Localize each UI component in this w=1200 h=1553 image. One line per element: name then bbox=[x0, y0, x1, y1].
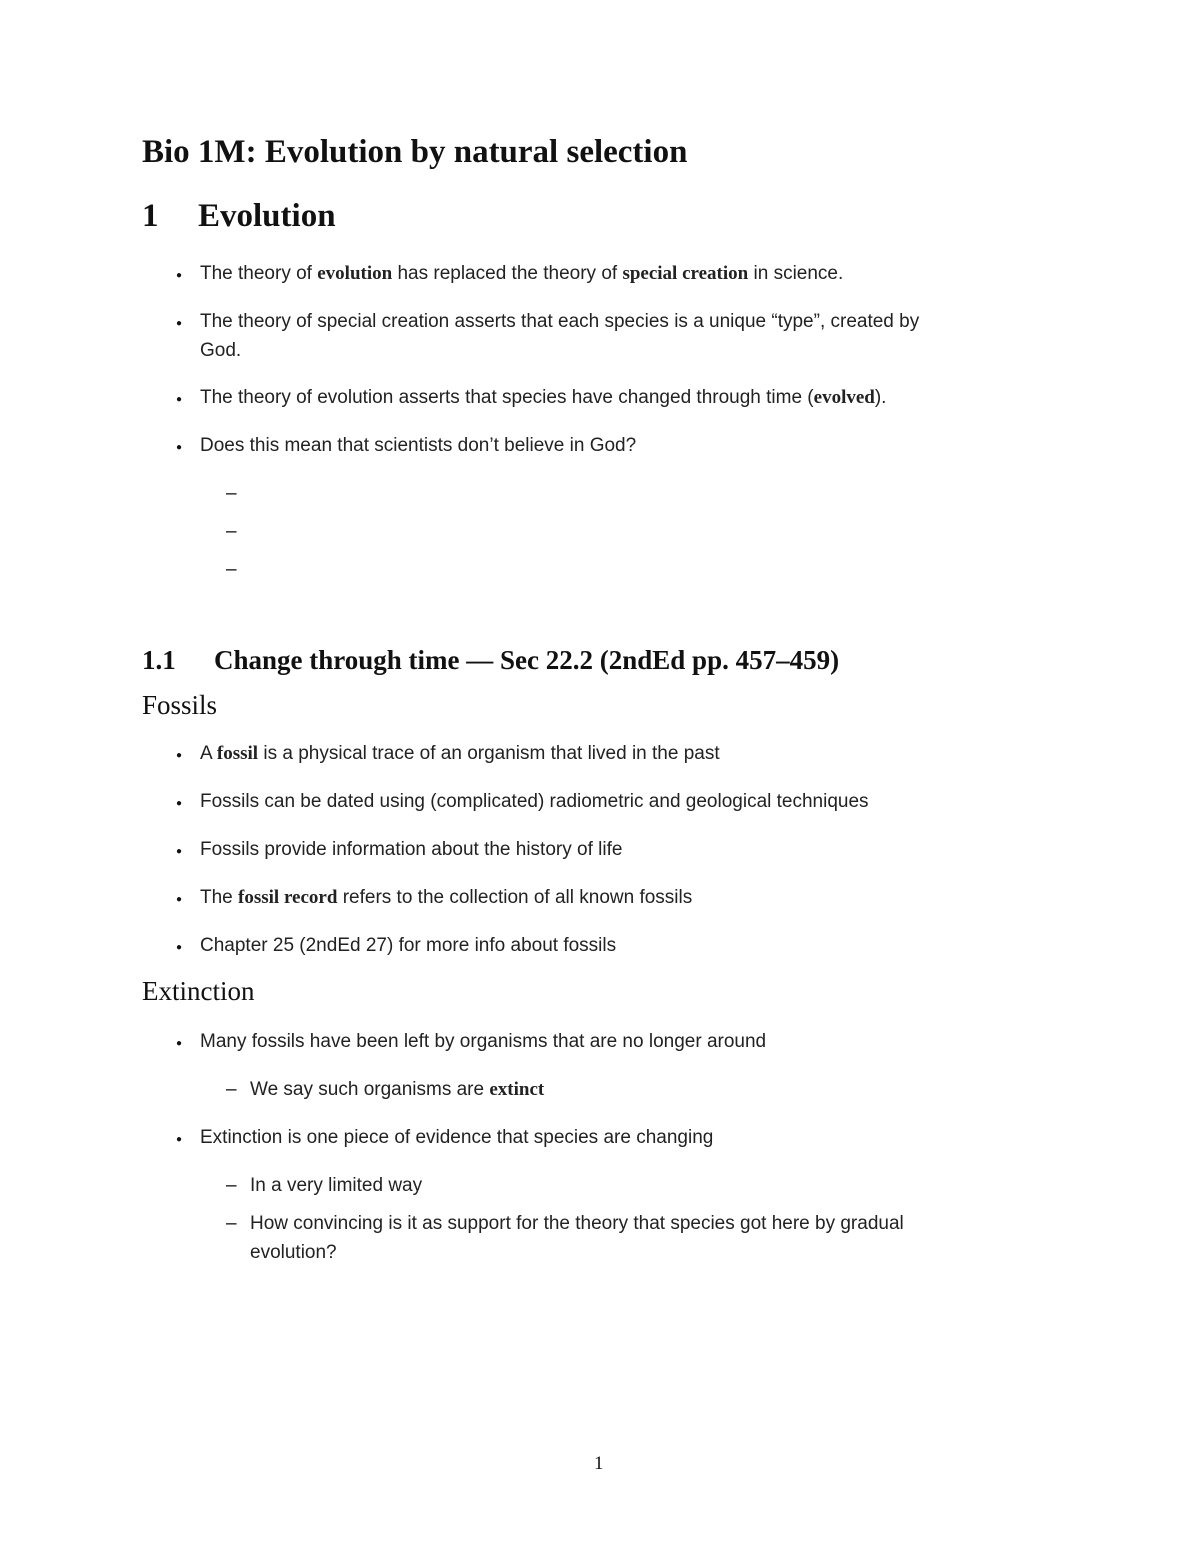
bullet-icon: ● bbox=[176, 1134, 183, 1145]
paragraph-heading-extinction: Extinction bbox=[142, 976, 255, 1006]
bullet-icon: ● bbox=[176, 942, 183, 953]
bullet-icon: ● bbox=[176, 270, 183, 281]
list-item: Fossils provide information about the history of life bbox=[200, 839, 623, 860]
sub-list-item-line-1: How convincing is it as support for the theory that species got here by gradual bbox=[250, 1213, 904, 1234]
dash-icon: – bbox=[226, 1079, 237, 1100]
subsection-number: 1.1 bbox=[142, 645, 176, 675]
empty-dash-item: – bbox=[226, 483, 237, 504]
list-item-line-2: God. bbox=[200, 340, 242, 361]
bullet-icon: ● bbox=[176, 798, 183, 809]
bullet-icon: ● bbox=[176, 394, 183, 405]
list-item: Fossils can be dated using (complicated) radiometric and geological techniques bbox=[200, 791, 869, 812]
list-item: Does this mean that scientists don’t believe in God? bbox=[200, 435, 637, 456]
page-number: 1 bbox=[594, 1453, 604, 1474]
list-item: A fossil is a physical trace of an organism that lived in the past bbox=[200, 743, 720, 764]
dash-icon: – bbox=[226, 1175, 237, 1196]
bullet-icon: ● bbox=[176, 750, 183, 761]
sub-list-item: In a very limited way bbox=[250, 1175, 423, 1196]
list-item: Many fossils have been left by organisms that are no longer around bbox=[200, 1031, 767, 1052]
list-item: Extinction is one piece of evidence that species are changing bbox=[200, 1127, 714, 1148]
list-item: The theory of evolution asserts that species have changed through time (evolved). bbox=[200, 387, 887, 408]
empty-dash-item: – bbox=[226, 559, 237, 580]
paragraph-heading-fossils: Fossils bbox=[142, 690, 218, 720]
bullet-icon: ● bbox=[176, 442, 183, 453]
dash-icon: – bbox=[226, 1213, 237, 1234]
empty-dash-item: – bbox=[226, 521, 237, 542]
list-item: The theory of evolution has replaced the theory of special creation in science. bbox=[200, 263, 844, 284]
document-title: Bio 1M: Evolution by natural selection bbox=[142, 134, 688, 170]
sub-list-item: We say such organisms are extinct bbox=[250, 1079, 545, 1100]
bullet-icon: ● bbox=[176, 846, 183, 857]
list-item: The fossil record refers to the collection of all known fossils bbox=[200, 887, 693, 908]
bullet-icon: ● bbox=[176, 1038, 183, 1049]
sub-list-item-line-2: evolution? bbox=[250, 1242, 337, 1263]
subsection-title: Change through time — Sec 22.2 (2ndEd pp. 457–459) bbox=[214, 645, 840, 675]
section-title: Evolution bbox=[198, 198, 336, 234]
list-item-line-1: The theory of special creation asserts that each species is a unique “type”, created by bbox=[200, 311, 920, 332]
bullet-icon: ● bbox=[176, 318, 183, 329]
list-item: Chapter 25 (2ndEd 27) for more info about fossils bbox=[200, 935, 617, 956]
bullet-icon: ● bbox=[176, 894, 183, 905]
section-number: 1 bbox=[142, 198, 159, 234]
